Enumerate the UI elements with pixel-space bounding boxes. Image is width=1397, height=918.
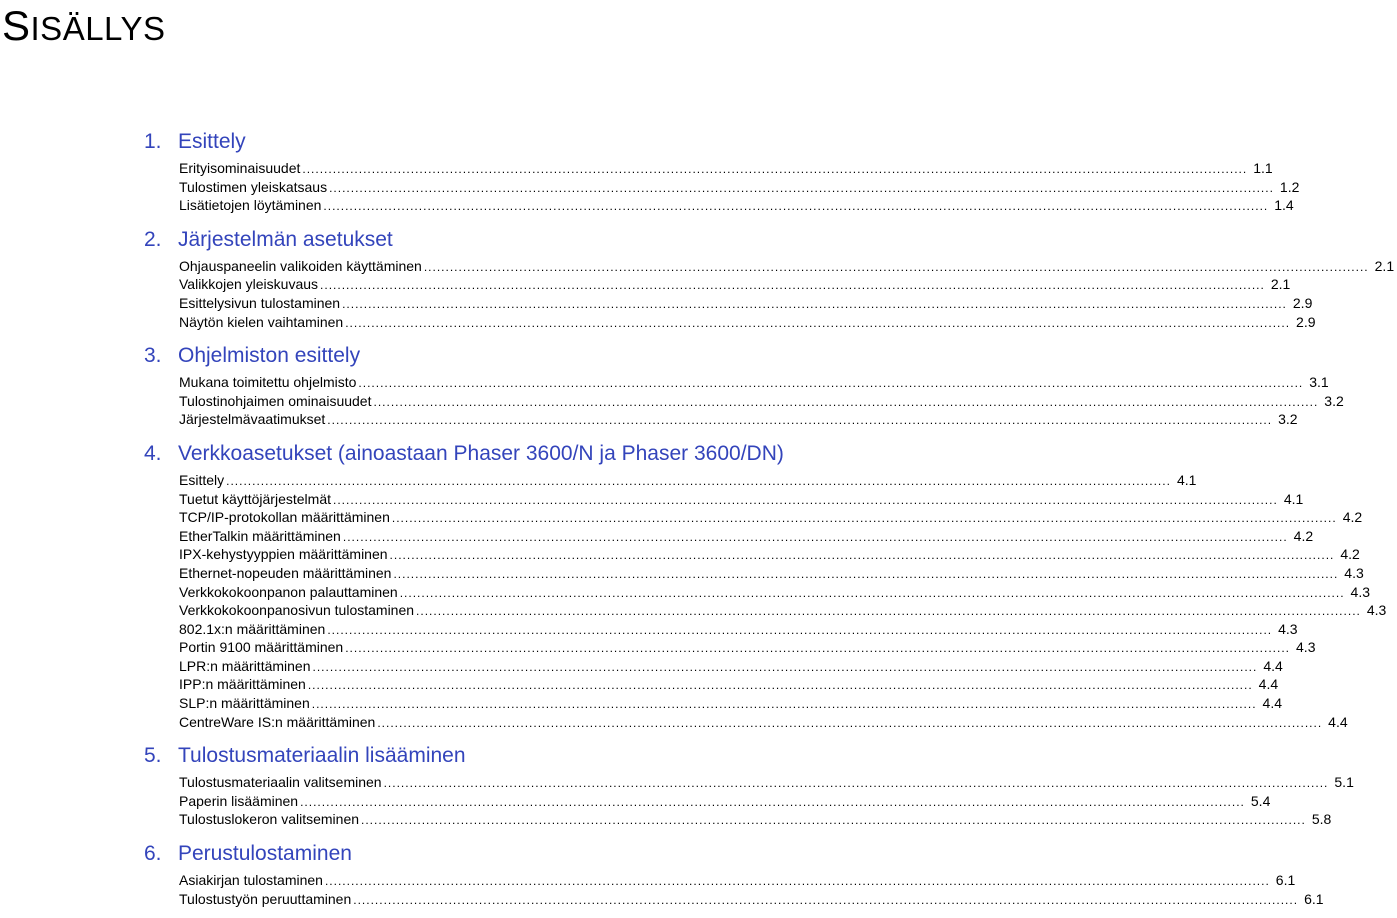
dot-leader: .......................................................................................................................................................................................................................... [399,585,1345,600]
chapter-1 [144,126,1300,215]
toc-entry[interactable] [179,545,1360,564]
entry-page: 4.3 [1296,639,1316,656]
dot-leader: .......................................................................................................................................................................................................................... [353,892,1299,907]
toc-entry[interactable] [179,392,1344,411]
entry-page: 4.3 [1278,620,1298,637]
dot-leader: .......................................................................................................................................................................................................................... [345,315,1291,330]
chapter-5 [144,740,1354,829]
entry-label: TCP/IP-protokollan määrittäminen [179,509,390,526]
dot-leader: .......................................................................................................................................................................................................................... [327,413,1273,428]
toc-entry[interactable] [179,508,1363,527]
entry-page: 2.1 [1374,257,1395,274]
page-title [2,2,165,53]
toc-entry[interactable] [179,657,1283,676]
toc-entry[interactable] [179,410,1298,429]
toc-entry[interactable] [179,527,1314,546]
entry-page: 4.3 [1350,583,1370,600]
dot-leader: .......................................................................................................................................................................................................................... [311,697,1257,712]
toc-entry[interactable] [179,257,1395,276]
chapter-number: 1. [144,130,162,153]
chapter-heading[interactable] [144,838,960,871]
dot-leader: .......................................................................................................................................................................................................................... [373,394,1319,409]
entry-page: 5.8 [1311,811,1332,828]
toc-entry[interactable] [179,564,1364,583]
chapter-title: Esittely [178,130,246,153]
entry-label: Lisätietojen löytäminen [179,197,322,214]
toc-entry[interactable] [179,792,1271,811]
toc-entry[interactable] [179,275,1291,294]
toc-entry[interactable] [179,294,1313,313]
chapter-title: Tulostusmateriaalin lisääminen [178,744,466,768]
chapter-heading[interactable] [144,224,960,257]
dot-leader: .......................................................................................................................................................................................................................... [393,566,1339,581]
entry-label: IPP:n määrittäminen [179,676,306,693]
entry-page: 4.3 [1366,602,1387,619]
page-title-rest: ISÄLLYS [30,10,166,47]
entry-label: Esittely [179,471,225,488]
entry-page: 4.4 [1263,657,1283,674]
toc-entry[interactable] [179,675,1279,694]
dot-leader: .......................................................................................................................................................................................................................... [302,162,1248,176]
chapter-heading[interactable] [144,438,960,471]
entry-page: 2.9 [1296,313,1316,330]
dot-leader: .......................................................................................................................................................................................................................... [391,511,1337,526]
entry-page: 1.2 [1279,178,1300,195]
entry-label: Tuetut käyttöjärjestelmät [179,490,331,507]
table-of-contents [144,126,1395,908]
entry-page: 1.1 [1253,160,1273,176]
entry-label: Erityisominaisuudet [179,160,301,176]
toc-entry[interactable] [179,196,1294,215]
toc-entry[interactable] [179,713,1348,732]
entry-page: 5.1 [1334,774,1354,791]
entry-label: Ethernet-nopeuden määrittäminen [179,564,392,581]
dot-leader: .......................................................................................................................................................................................................................... [361,813,1306,828]
entry-label: Ohjauspaneelin valikoiden käyttäminen [179,257,422,274]
entry-page: 2.9 [1292,294,1313,311]
chapter-title: Järjestelmän asetukset [178,227,393,251]
chapter-title: Ohjelmiston esittely [178,344,361,368]
dot-leader: .......................................................................................................................................................................................................................... [342,529,1288,544]
dot-leader: .......................................................................................................................................................................................................................... [377,715,1323,730]
toc-entry[interactable] [179,159,1273,178]
entry-label: Asiakirjan tulostaminen [179,872,323,889]
toc-entry[interactable] [179,810,1332,829]
entry-label: Verkkokokoonpanosivun tulostaminen [179,602,415,619]
entry-label: Järjestelmävaatimukset [179,411,326,428]
page-title-initial: S [2,2,31,49]
entry-label: Valikkojen yleiskuvaus [179,276,319,293]
entry-page: 2.1 [1270,276,1291,293]
dot-leader: .......................................................................................................................................................................................................................... [383,776,1329,791]
dot-leader: .......................................................................................................................................................................................................................... [416,604,1361,619]
entry-page: 6.1 [1304,890,1324,907]
chapter-number: 4. [144,441,162,465]
chapter-heading[interactable] [144,340,960,373]
toc-entry[interactable] [179,890,1324,909]
chapter-number: 5. [144,744,162,768]
entry-page: 4.3 [1344,564,1364,581]
entry-label: Tulostimen yleiskatsaus [179,178,328,195]
entry-label: Esittelysivun tulostaminen [179,294,341,311]
toc-entry[interactable] [179,871,1296,890]
entry-page: 1.4 [1274,197,1294,214]
chapter-title: Verkkoasetukset (ainoastaan Phaser 3600/N ja Phaser 3600/DN) [178,441,784,465]
entry-label: Mukana toimitettu ohjelmisto [179,374,357,391]
toc-entry[interactable] [179,694,1283,713]
dot-leader: .......................................................................................................................................................................................................................... [389,548,1335,563]
dot-leader: .......................................................................................................................................................................................................................... [226,473,1171,488]
entry-label: Tulostuslokeron valitseminen [179,811,360,828]
toc-entry[interactable] [179,471,1197,490]
entry-page: 4.2 [1342,509,1363,526]
entry-page: 4.2 [1293,527,1314,544]
entry-page: 3.2 [1278,411,1298,428]
toc-entry[interactable] [179,583,1370,602]
dot-leader: .......................................................................................................................................................................................................................... [329,180,1274,195]
dot-leader: .......................................................................................................................................................................................................................... [300,794,1245,809]
entry-page: 3.2 [1324,392,1344,409]
dot-leader: .......................................................................................................................................................................................................................... [320,278,1265,293]
entry-page: 4.1 [1176,471,1197,488]
entry-label: Näytön kielen vaihtaminen [179,313,344,330]
entry-page: 4.2 [1340,546,1360,563]
dot-leader: .......................................................................................................................................................................................................................... [345,641,1291,656]
entry-label: 802.1x:n määrittäminen [179,620,326,637]
chapter-number: 3. [144,344,162,368]
entry-label: LPR:n määrittäminen [179,657,311,674]
entry-label: Portin 9100 määrittäminen [179,639,344,656]
dot-leader: .......................................................................................................................................................................................................................... [327,622,1273,637]
entry-label: Paperin lisääminen [179,792,299,809]
entry-label: CentreWare IS:n määrittäminen [179,713,376,730]
toc-entry[interactable] [179,620,1298,639]
chapter-number: 6. [144,842,162,866]
entry-label: Tulostustyön peruuttaminen [179,890,352,907]
dot-leader: .......................................................................................................................................................................................................................... [324,874,1270,889]
entry-label: IPX-kehystyyppien määrittäminen [179,546,388,563]
toc-entry[interactable] [179,373,1329,392]
chapter-number: 2. [144,227,162,251]
chapter-heading[interactable] [144,126,960,159]
entry-page: 4.4 [1258,676,1279,693]
entry-label: Verkkokokoonpanon palauttaminen [179,583,398,600]
chapter-heading[interactable] [144,740,960,773]
entry-label: Tulostinohjaimen ominaisuudet [179,392,372,409]
entry-page: 4.4 [1262,695,1283,712]
chapter-4 [144,438,1387,731]
entry-page: 3.1 [1309,374,1329,391]
toc-entry[interactable] [179,601,1387,620]
chapter-2 [144,224,1395,331]
dot-leader: .......................................................................................................................................................................................................................... [342,296,1287,311]
entry-page: 5.4 [1250,792,1271,809]
toc-entry[interactable] [179,773,1354,792]
dot-leader: .......................................................................................................................................................................................................................... [307,678,1253,693]
chapter-title: Perustulostaminen [178,842,352,866]
dot-leader: .......................................................................................................................................................................................................................... [358,376,1304,391]
dot-leader: .......................................................................................................................................................................................................................... [323,199,1269,214]
entry-label: Tulostusmateriaalin valitseminen [179,774,382,791]
toc-entry[interactable] [179,490,1304,509]
toc-entry[interactable] [179,178,1300,197]
entry-label: SLP:n määrittäminen [179,695,310,712]
dot-leader: .......................................................................................................................................................................................................................... [333,492,1278,507]
entry-page: 4.4 [1328,713,1348,730]
entry-page: 4.1 [1283,490,1304,507]
toc-entry[interactable] [179,313,1316,332]
chapter-6 [144,838,1324,908]
dot-leader: .......................................................................................................................................................................................................................... [423,259,1369,274]
entry-label: EtherTalkin määrittäminen [179,527,341,544]
toc-entry[interactable] [179,638,1316,657]
entry-page: 6.1 [1275,872,1296,889]
chapter-3 [144,340,1344,429]
dot-leader: .......................................................................................................................................................................................................................... [312,659,1258,674]
